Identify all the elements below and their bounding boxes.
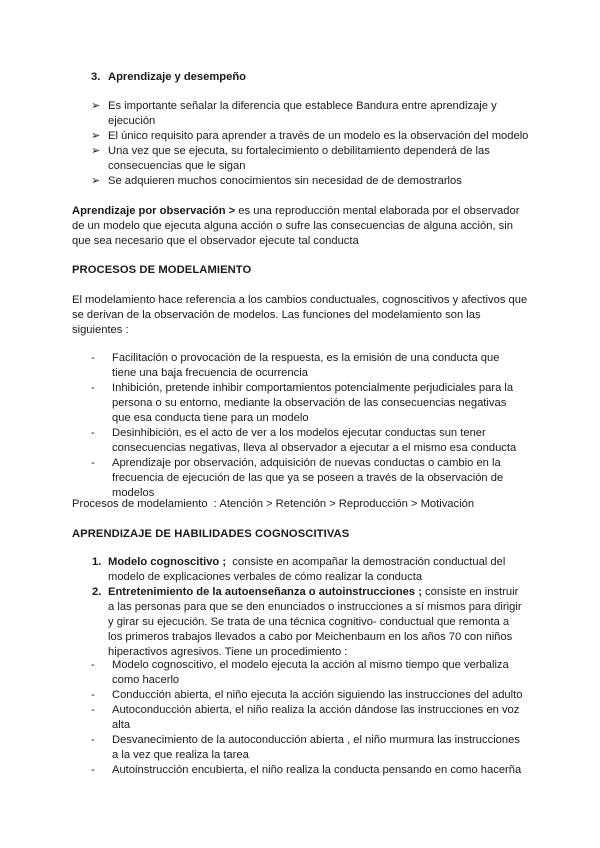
section-3-title-text: Aprendizaje y desempeño (108, 71, 247, 83)
item-text: Conducción abierta, el niño ejecuta la acción siguiendo las instrucciones del adulto (112, 689, 523, 701)
modeling-process-line: Procesos de modelamiento : Atención > Retención > Reproducción > Motivación (72, 498, 475, 510)
dash-bullet: - (91, 704, 95, 716)
dash-bullet: - (91, 689, 95, 701)
item-text: Facilitación o provocación de la respuesta, es la emisión de una conducta que tiene una baja frecuencia de ocurrencia (112, 352, 500, 379)
list-item (91, 688, 523, 703)
list-item (91, 174, 536, 189)
dash-bullet: - (91, 382, 95, 394)
arrow-bullet-icon: ➢ (91, 130, 101, 142)
dash-bullet: - (91, 659, 95, 671)
dash-bullet: - (91, 764, 95, 776)
modeling-heading: PROCESOS DE MODELAMIENTO (72, 264, 252, 276)
item-text: Desvanecimiento de la autoconducción abierta , el niño murmura las instrucciones a la vez que realiza la tarea (112, 734, 520, 761)
item-text: Desinhibición, es el acto de ver a los modelos ejecutar conductas sun tener consecuencias negativas, lleva al observador a ejecutar a el mismo esa conducta (112, 427, 517, 454)
item-term: Modelo cognoscitivo ; (108, 556, 227, 568)
item-text: Modelo cognoscitivo, el modelo ejecuta la acción al mismo tiempo que verbaliza como hacerlo (112, 659, 509, 686)
cognitive-numbered-list (92, 555, 522, 660)
item-text: consiste en instruir a las personas para que se den enunciados o instrucciones a sí mismos para dirigir y girar su ejecución. Se trata de una técnica cognitivo- conductual que remonta a los primeros trabajos llevados a cabo por Meichenbaum en los años 70 con niños hiperactivos agresivos. Tiene un procedimiento : (108, 586, 522, 658)
modeling-intro: El modelamiento hace referencia a los cambios conductuales, cognoscitivos y afectivos que se derivan de la observación de modelos. Las funciones del modelamiento son las siguientes : (72, 294, 528, 336)
section-3-number: 3. (91, 71, 101, 83)
bullet-text: Una vez que se ejecuta, su fortalecimiento o debilitamiento dependerá de las consecuencias que le sigan (108, 145, 490, 172)
bullet-text: El único requisito para aprender a través de un modelo es la observación del modelo (108, 130, 529, 142)
item-number: 1. (92, 556, 102, 568)
list-item (91, 733, 523, 763)
item-number: 2. (92, 586, 102, 598)
item-text: Autoinstrucción encubierta, el niño realiza la conducta pensando en como hacerña (112, 764, 522, 776)
item-text: Aprendizaje por observación, adquisición de nuevas conductas o cambio en la frecuencia de ejecución de las que ya se poseen a través de la observación de modelos (112, 457, 504, 499)
item-text: Inhibición, pretende inhibir comportamientos potencialmente perjudiciales para la persona o su entorno, mediante la observación de las consecuencias negativas que esa conducta tiene para un modelo (112, 382, 514, 424)
bullet-text: Es importante señalar la diferencia que establece Bandura entre aprendizaje y ejecución (108, 100, 497, 127)
item-term: Entretenimiento de la autoenseñanza o autoinstrucciones ; (108, 586, 422, 598)
list-item (92, 555, 522, 585)
list-item (91, 351, 523, 381)
list-item (91, 99, 536, 129)
list-item (91, 381, 523, 426)
list-item (91, 129, 536, 144)
observation-text: es una reproducción mental elaborada por el observador de un modelo que ejecuta alguna acción o sufre las consecuencias de alguna acción, sin que sea necesario que el observador ejecute tal conducta (72, 205, 520, 247)
cognitive-heading: APRENDIZAJE DE HABILIDADES COGNOSCITIVAS (72, 528, 350, 540)
item-text: Autoconducción abierta, el niño realiza la acción dándose las instrucciones en voz alta (112, 704, 520, 731)
list-item (91, 703, 523, 733)
dash-bullet: - (91, 427, 95, 439)
observation-paragraph (72, 204, 534, 249)
dash-bullet: - (91, 457, 95, 469)
arrow-bullet-icon: ➢ (91, 175, 101, 187)
list-item (91, 658, 523, 688)
section-3-bullet-list (91, 99, 536, 189)
bullet-text: Se adquieren muchos conocimientos sin necesidad de de demostrarlos (108, 175, 462, 187)
list-item (91, 144, 536, 174)
dash-bullet: - (91, 734, 95, 746)
list-item (91, 763, 523, 778)
modeling-functions-list (91, 351, 523, 501)
arrow-bullet-icon: ➢ (91, 145, 101, 157)
list-item (92, 585, 522, 660)
observation-term: Aprendizaje por observación > (72, 205, 236, 217)
list-item (91, 456, 523, 501)
item-text: consiste en acompañar la demostración conductual del modelo de explicaciones verbales de cómo realizar la conducta (108, 556, 509, 583)
procedure-steps-list (91, 658, 523, 778)
arrow-bullet-icon: ➢ (91, 100, 101, 112)
dash-bullet: - (91, 352, 95, 364)
list-item (91, 426, 523, 456)
section-3-title (91, 70, 521, 85)
